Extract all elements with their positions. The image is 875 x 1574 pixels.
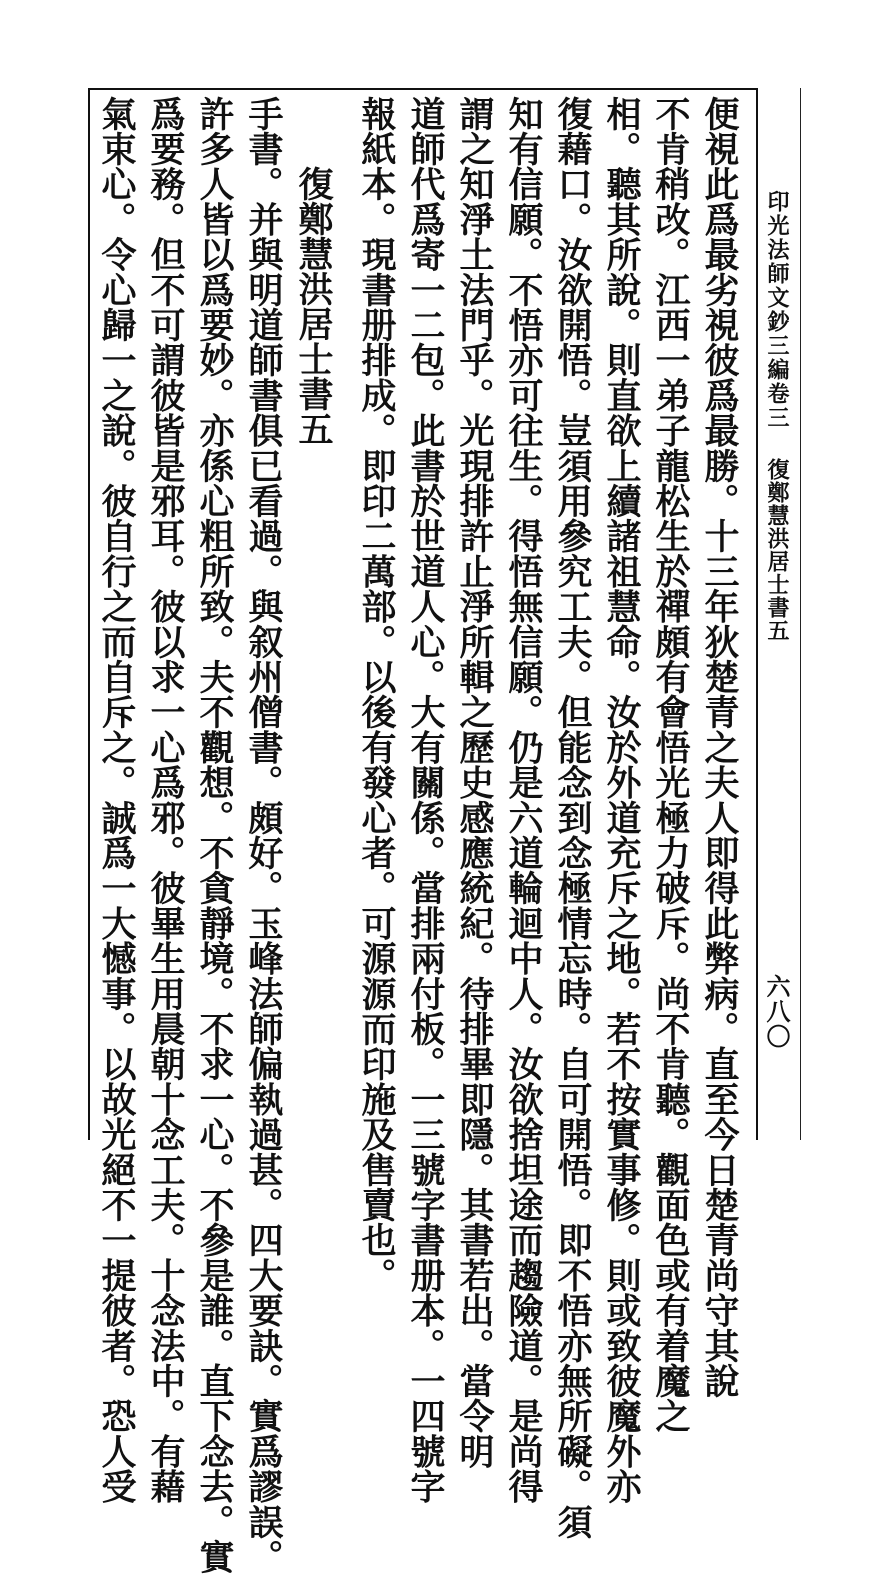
text-column-4: 復藉口。汝欲開悟。豈須用參究工夫。但能念到念極情忘時。自可開悟。即不悟亦無所礙。須 [552,96,593,1540]
text-column-11: 許多人皆以爲要妙。亦係心粗所致。夫不觀想。不貪靜境。不求一心。不參是誰。直下念去。實 [194,96,235,1574]
text-column-3: 相。聽其所說。則直欲上續諸祖慧命。汝於外道充斥之地。若不按實事修。則或致彼魔外亦 [601,96,642,1504]
left-border-line [88,88,90,1140]
text-column-5: 知有信願。不悟亦可往生。得悟無信願。仍是六道輪迴中人。汝欲捨坦途而趨險道。是尚得 [503,96,544,1504]
section-title: 復鄭慧洪居士書五 [764,458,790,642]
text-column-6: 謂之知淨土法門乎。光現排許止淨所輯之歷史感應統紀。待排畢即隱。其書若出。當令明 [454,96,495,1469]
text-column-12: 爲要務。但不可謂彼皆是邪耳。彼以求一心爲邪。彼畢生用晨朝十念工夫。十念法中。有藉 [145,96,186,1504]
text-column-8: 報紙本。現書册排成。即印二萬部。以後有發心者。可源源而印施及售賣也。 [356,96,397,1293]
text-column-1: 便視此爲最劣視彼爲最勝。十三年狄楚青之夫人即得此弊病。直至今日楚青尚守其說 [699,96,740,1399]
text-column-7: 道師代爲寄一二包。此書於世道人心。大有關係。當排兩付板。一三號字書册本。一四號字 [405,96,446,1504]
text-column-2: 不肯稍改。江西一弟子龍松生於禪頗有會悟光極力破斥。尚不肯聽。觀面色或有着魔之 [650,96,691,1434]
letter-heading: 復鄭慧洪居士書五 [293,96,334,446]
book-title: 印光法師文鈔三編卷三 [764,190,790,430]
top-border-line [88,88,758,90]
text-column-10: 手書。并與明道師書俱已看過。與叙州僧書。頗好。玉峰法師偏執過甚。四大要訣。實爲謬誤。 [243,96,284,1574]
page-number: 六八〇 [762,974,791,1049]
text-column-13: 氣束心。令心歸一之說。彼自行之而自斥之。誠爲一大憾事。以故光絕不一提彼者。恐人受 [96,96,137,1504]
margin-separator-line [800,88,801,1140]
right-border-line [756,88,758,1140]
